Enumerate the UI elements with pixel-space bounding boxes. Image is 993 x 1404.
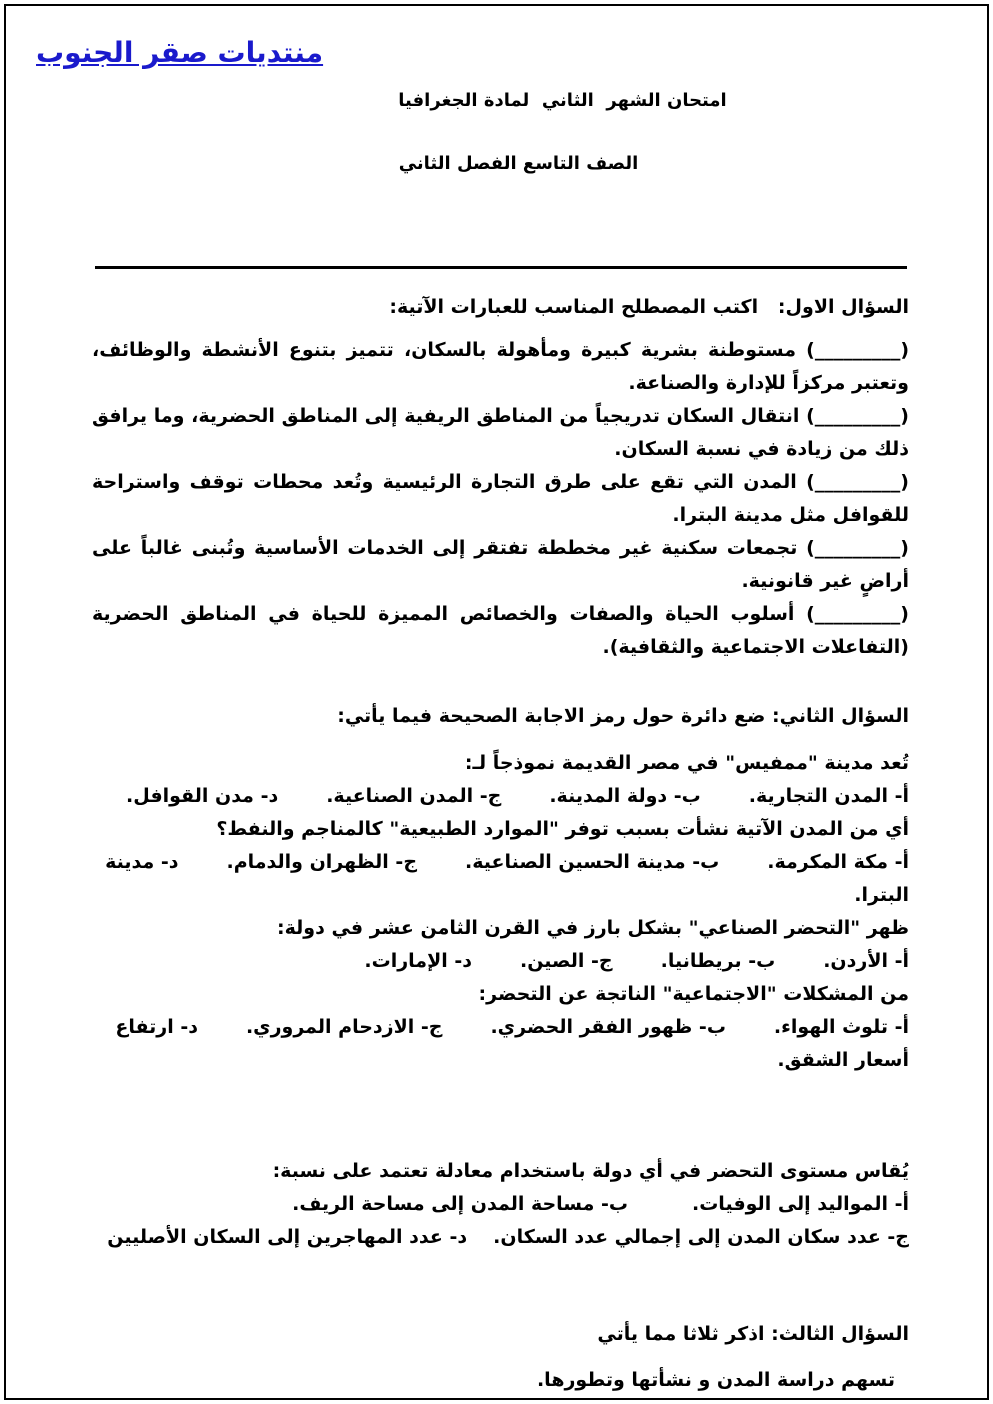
question1-heading: السؤال الاول: اكتب المصطلح المناسب للعبارات الآتية: <box>389 296 909 318</box>
mcq-option: أ- المدن التجارية. <box>748 785 909 807</box>
mcq-3-stem: ظهر "التحضر الصناعي" بشكل بارز في القرن الثامن عشر في دولة: <box>277 917 909 939</box>
mcq-option: ب- مدينة الحسين الصناعية. <box>465 851 720 873</box>
exam-subtitle: الصف التاسع الفصل الثاني <box>398 153 639 174</box>
mcq-5-stem: يُقاس مستوى التحضر في أي دولة باستخدام معادلة تعتمد على نسبة: <box>272 1160 909 1182</box>
mcq-option: أ- الأردن. <box>823 950 909 972</box>
mcq-option: ب- مساحة المدن إلى مساحة الريف. <box>292 1193 628 1215</box>
mcq-option: أ- المواليد إلى الوفيات. <box>692 1193 909 1215</box>
mcq-5 <box>92 1155 909 1254</box>
mcq-option: ج- الظهران والدمام. <box>226 851 418 873</box>
mcq-option: ج- الصين. <box>519 950 613 972</box>
mcq-5-options-row-2 <box>92 1221 909 1254</box>
mcq-option: أ- تلوث الهواء. <box>773 1016 909 1038</box>
mcq-2-stem: أي من المدن الآتية نشأت بسبب توفر "الموارد الطبيعية" كالمناجم والنفط؟ <box>216 818 909 840</box>
fill-blank-item-3: (_________) المدن التي تقع على طرق التجارة الرئيسية وتُعد محطات توقف واستراحة للقوافل مثل مدينة البترا. <box>92 471 909 526</box>
fill-blank-item-2: (_________) انتقال السكان تدريجياً من المناطق الريفية إلى المناطق الحضرية، وما يرافق ذلك من زيادة في نسبة السكان. <box>92 405 909 460</box>
mcq-option: ب- بريطانيا. <box>660 950 776 972</box>
mcq-option: ج- المدن الصناعية. <box>326 785 502 807</box>
divider-line <box>95 266 907 269</box>
mcq-1 <box>92 747 909 1077</box>
mcq-option: د- الإمارات. <box>364 950 472 972</box>
mcq-option: ب- دولة المدينة. <box>549 785 701 807</box>
mcq-5-options-row-1 <box>92 1188 909 1221</box>
mcq-4-options <box>92 1011 909 1077</box>
mcq-option: د- ارتفاع أسعار الشقق. <box>115 1016 909 1071</box>
question3-item: تسهم دراسة المدن و نشأتها وتطورها. <box>536 1369 895 1391</box>
mcq-option: ج- عدد سكان المدن إلى إجمالي عدد السكان. <box>493 1226 909 1248</box>
mcq-1-options <box>92 780 909 813</box>
mcq-2-options <box>92 846 909 912</box>
exam-title: امتحان الشهر الثاني لمادة الجغرافيا <box>398 90 727 111</box>
mcq-option: د- مدن القوافل. <box>126 785 279 807</box>
mcq-option: أ- مكة المكرمة. <box>767 851 909 873</box>
mcq-option: ب- ظهور الفقر الحضري. <box>490 1016 726 1038</box>
mcq-option: د- مدينة البترا. <box>105 851 909 906</box>
fill-blank-item-4: (_________) تجمعات سكنية غير مخططة تفتقر إلى الخدمات الأساسية وتُبنى غالباً على أراضٍ غير قانونية. <box>92 537 909 592</box>
mcq-1-stem: تُعد مدينة "ممفيس" في مصر القديمة نموذجاً لـ: <box>464 752 909 774</box>
question2-heading: السؤال الثاني: ضع دائرة حول رمز الاجابة الصحيحة فيما يأتي: <box>337 705 909 727</box>
mcq-option: د- عدد المهاجرين إلى السكان الأصليين <box>107 1226 468 1248</box>
mcq-option: ج- الازدحام المروري. <box>245 1016 443 1038</box>
mcq-4-stem: من المشكلات "الاجتماعية" الناتجة عن التحضر: <box>478 983 909 1005</box>
question3-heading: السؤال الثالث: اذكر ثلاثا مما يأتي <box>597 1323 909 1345</box>
question1-items <box>92 334 909 664</box>
mcq-3-options <box>92 945 909 978</box>
fill-blank-item-1: (_________) مستوطنة بشرية كبيرة ومأهولة بالسكان، تتميز بتنوع الأنشطة والوظائف، وتعتبر مركزاً للإدارة والصناعة. <box>92 339 909 394</box>
forum-watermark: منتديات صقر الجنوب <box>36 36 324 69</box>
fill-blank-item-5: (_________) أسلوب الحياة والصفات والخصائص المميزة للحياة في المناطق الحضرية (التفاعلات الاجتماعية والثقافية). <box>92 603 909 658</box>
